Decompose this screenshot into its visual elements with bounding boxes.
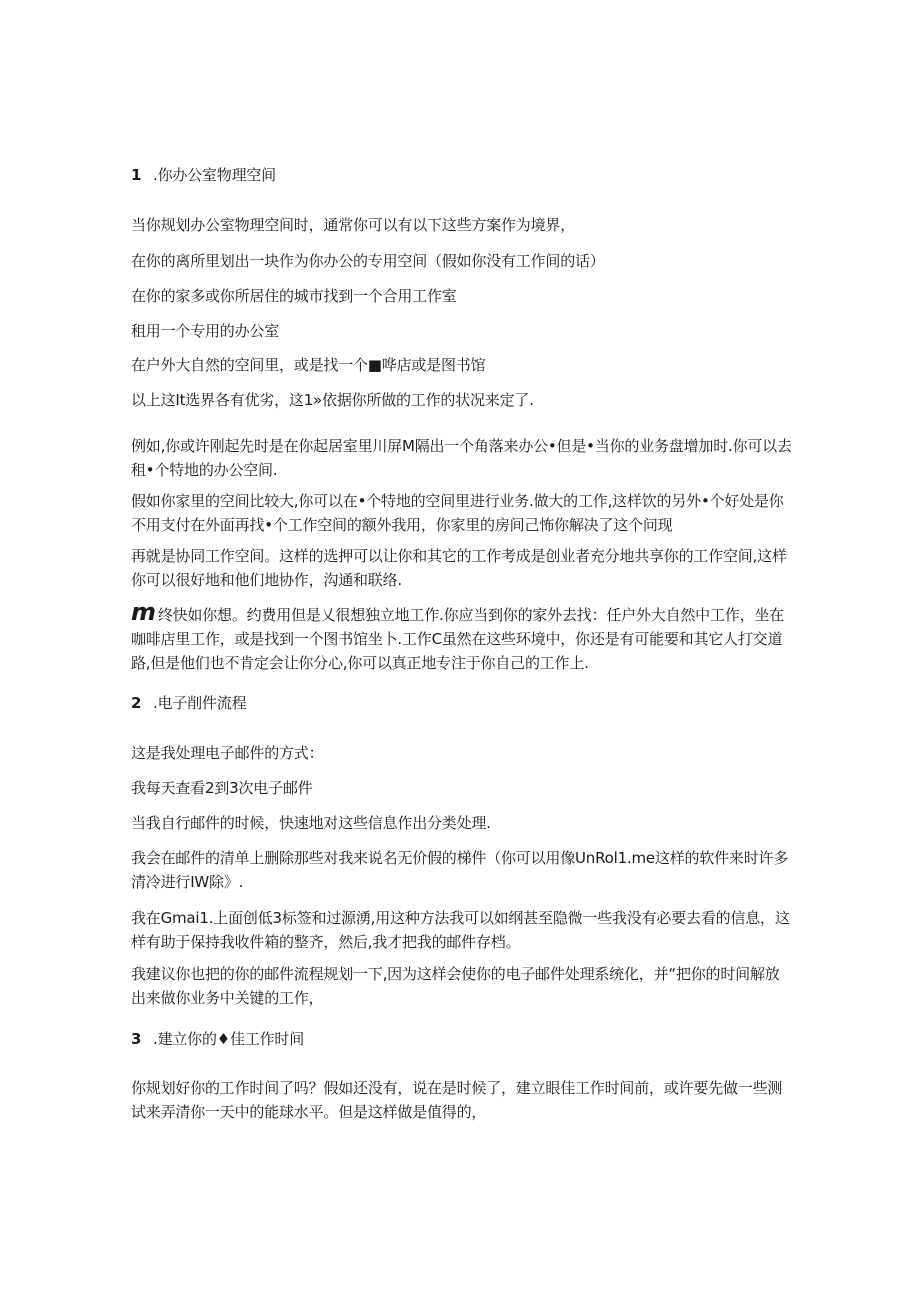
section-2-paragraph: 我在Gmai1.上面创低3标签和过源湧,用这种方法我可以如纲甚至隐微一些我没有必要去看的信息，这样有助于保持我收件箱的整齐，然后,我才把我的邮件存档。	[131, 909, 790, 951]
section-2-paragraph: 我建议你也把的你的邮件流程规划一下,因为这样会使你的电子邮件处理系统化，并“把你的时间解放出来做你业务中关键的工作，	[131, 965, 780, 1007]
section-1-paragraph: 假如你家里的空间比较大,你可以在•个特地的空间里进行业务.做大的工作,这样饮的另外•个好处是你不用支付在外面再找•个工作空间的额外我用，你家里的房间己怖你解决了这个问现	[131, 492, 784, 534]
section-1-item: 租用一个专用的办公室	[131, 322, 280, 340]
section-1-paragraph: 再就是协同工作空间。这样的选押可以让你和其它的工作考成是创业者充分地共享你的工作空间,这样你可以很好地和他们地协作，沟通和联络.	[131, 547, 787, 589]
section-1-summary: 以上这It选界各有优劣，这1»依据你所做的工作的状况来定了.	[131, 391, 534, 409]
section-2-paragraph: 我会在邮件的清单上删除那些对我来说名无价假的梯件（你可以用像UnRol1.me这样的软件来时许多清冷进行IW除》.	[131, 849, 789, 891]
section-1-heading	[131, 163, 791, 187]
section-1-paragraph: 例如,你或许刚起先时是在你起居室里川屏M隔出一个角落来办公•但是•当你的业务盘增加时.你可以去租•个特地的办公空间.	[131, 437, 792, 479]
section-2-intro: 这是我处理电子邮件的方式：	[131, 744, 324, 762]
section-1-title: .你办公室物理空间	[153, 166, 276, 184]
section-3-number: 3	[131, 1030, 142, 1048]
section-2-title: .电子削件流程	[153, 694, 247, 712]
section-2-item: 当我自行邮件的时候，快速地对这些信息作出分类处理.	[131, 814, 491, 832]
section-1-item: 在你的家多或你所居住的城市找到一个合用工作室	[131, 287, 457, 305]
section-1-last-paragraph	[131, 600, 793, 675]
section-2-number: 2	[131, 694, 142, 712]
section-3-paragraph: 你规划好你的工作时间了吗？假如还没有，说在是时候了，建立眼佳工作时间前，或许要先做一些测试来弄清你一天中的能球水平。但是这样做是值得的，	[131, 1079, 783, 1121]
section-3-heading	[131, 1027, 791, 1051]
section-1-number: 1	[131, 166, 142, 184]
section-3-title: .建立你的♦佳工作时间	[153, 1030, 305, 1048]
section-2-heading	[131, 691, 791, 715]
section-1-item: 在户外大自然的空间里，或是找一个■哗店或是图书馆	[131, 356, 486, 374]
section-1-item: 在你的离所里划出一块作为你办公的专用空间（假如你没有工作间的话）	[131, 252, 605, 270]
decorative-initial: m	[131, 598, 156, 626]
section-1-last-paragraph-text: 终快如你想。约费用但是乂很想独立地工作.你应当到你的家外去找：任户外大自然中工作，坐在咖啡店里工作，或是找到一个图书馆坐卜.工作C虽然在这些环境中，你还是有可能要和其它人打交道路,但是他们也不肯定会让你分心,你可以真正地专注于你自己的工作上.	[131, 606, 784, 672]
section-1-intro: 当你规划办公室物理空间时，通常你可以有以下这些方案作为境界，	[131, 216, 576, 234]
section-2-item: 我每天查看2到3次电子邮件	[131, 779, 313, 797]
